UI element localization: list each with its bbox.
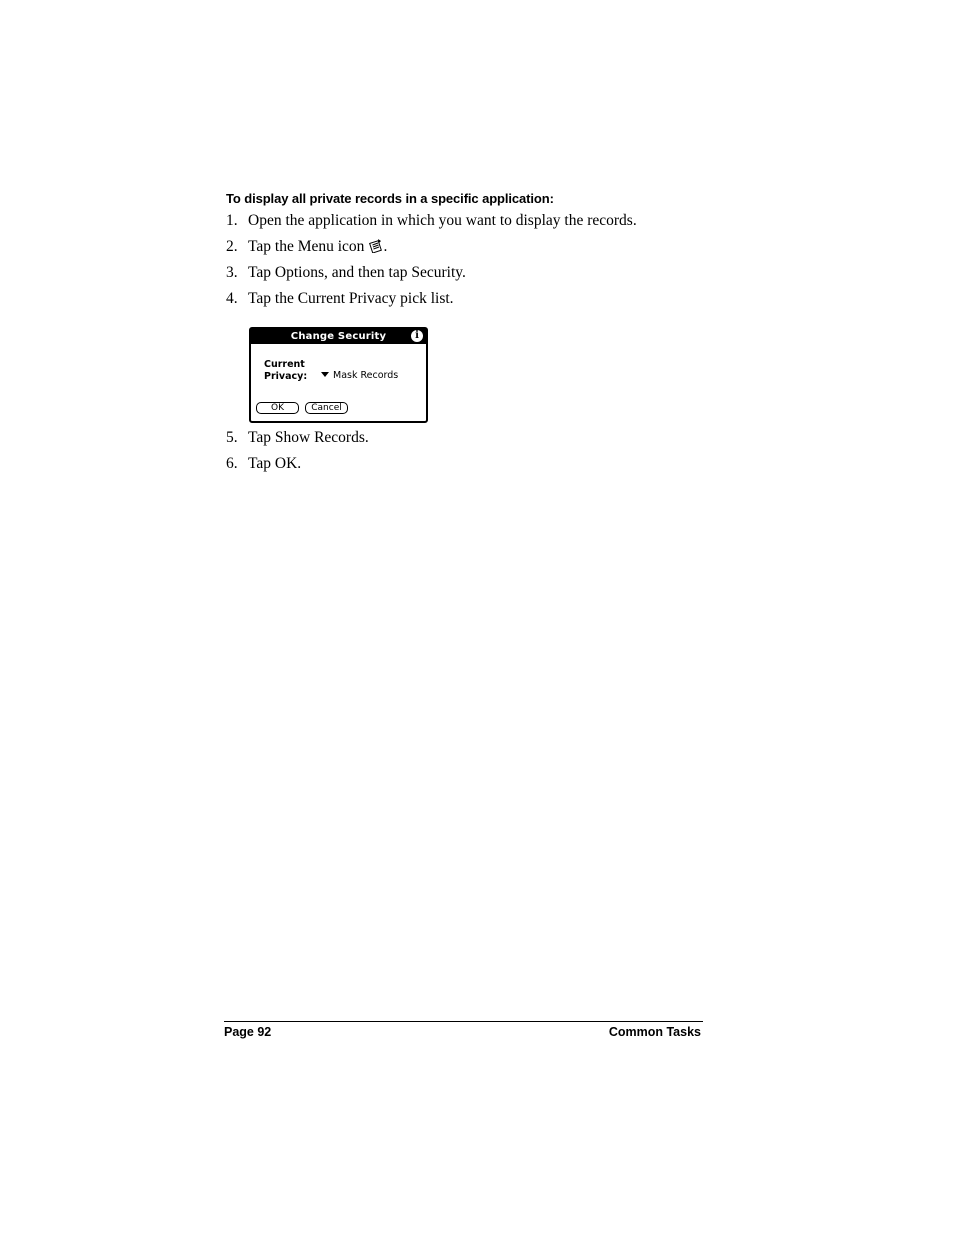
step-number: 4.: [226, 290, 238, 307]
picker-value: Mask Records: [333, 370, 399, 381]
step-5: [226, 429, 369, 447]
menu-icon: [369, 238, 383, 258]
ok-button[interactable]: OK: [256, 402, 299, 414]
step-1: [226, 212, 637, 230]
step-number: 5.: [226, 429, 238, 446]
current-privacy-picker[interactable]: [321, 370, 398, 382]
step-text: Tap OK.: [248, 455, 302, 472]
label-line-1: Current: [264, 359, 305, 370]
chapter-title: Common Tasks: [608, 1025, 701, 1039]
info-icon[interactable]: i: [411, 330, 423, 342]
page-number: Page 92: [224, 1025, 272, 1039]
step-text: Open the application in which you want to display the records.: [248, 212, 637, 229]
step-suffix: .: [383, 238, 388, 255]
step-number: 3.: [226, 264, 238, 281]
step-text: Tap Show Records.: [248, 429, 369, 446]
dialog-title: Change Security: [251, 329, 426, 344]
footer-divider: [224, 1021, 703, 1022]
step-text: Tap the Current Privacy pick list.: [248, 290, 454, 307]
dropdown-arrow-icon: [321, 372, 329, 377]
step-2: [226, 238, 387, 258]
section-heading: To display all private records in a specific application:: [226, 191, 554, 206]
cancel-button[interactable]: Cancel: [305, 402, 348, 414]
step-number: 1.: [226, 212, 238, 229]
step-number: 6.: [226, 455, 238, 472]
step-text: Tap the Menu icon: [248, 238, 365, 255]
step-text: Tap Options, and then tap Security.: [248, 264, 466, 281]
label-line-2: Privacy:: [264, 371, 308, 382]
step-4: [226, 290, 454, 308]
current-privacy-label: [264, 359, 307, 383]
step-number: 2.: [226, 238, 238, 255]
change-security-dialog: [249, 327, 428, 423]
step-3: [226, 264, 466, 282]
step-6: [226, 455, 301, 473]
